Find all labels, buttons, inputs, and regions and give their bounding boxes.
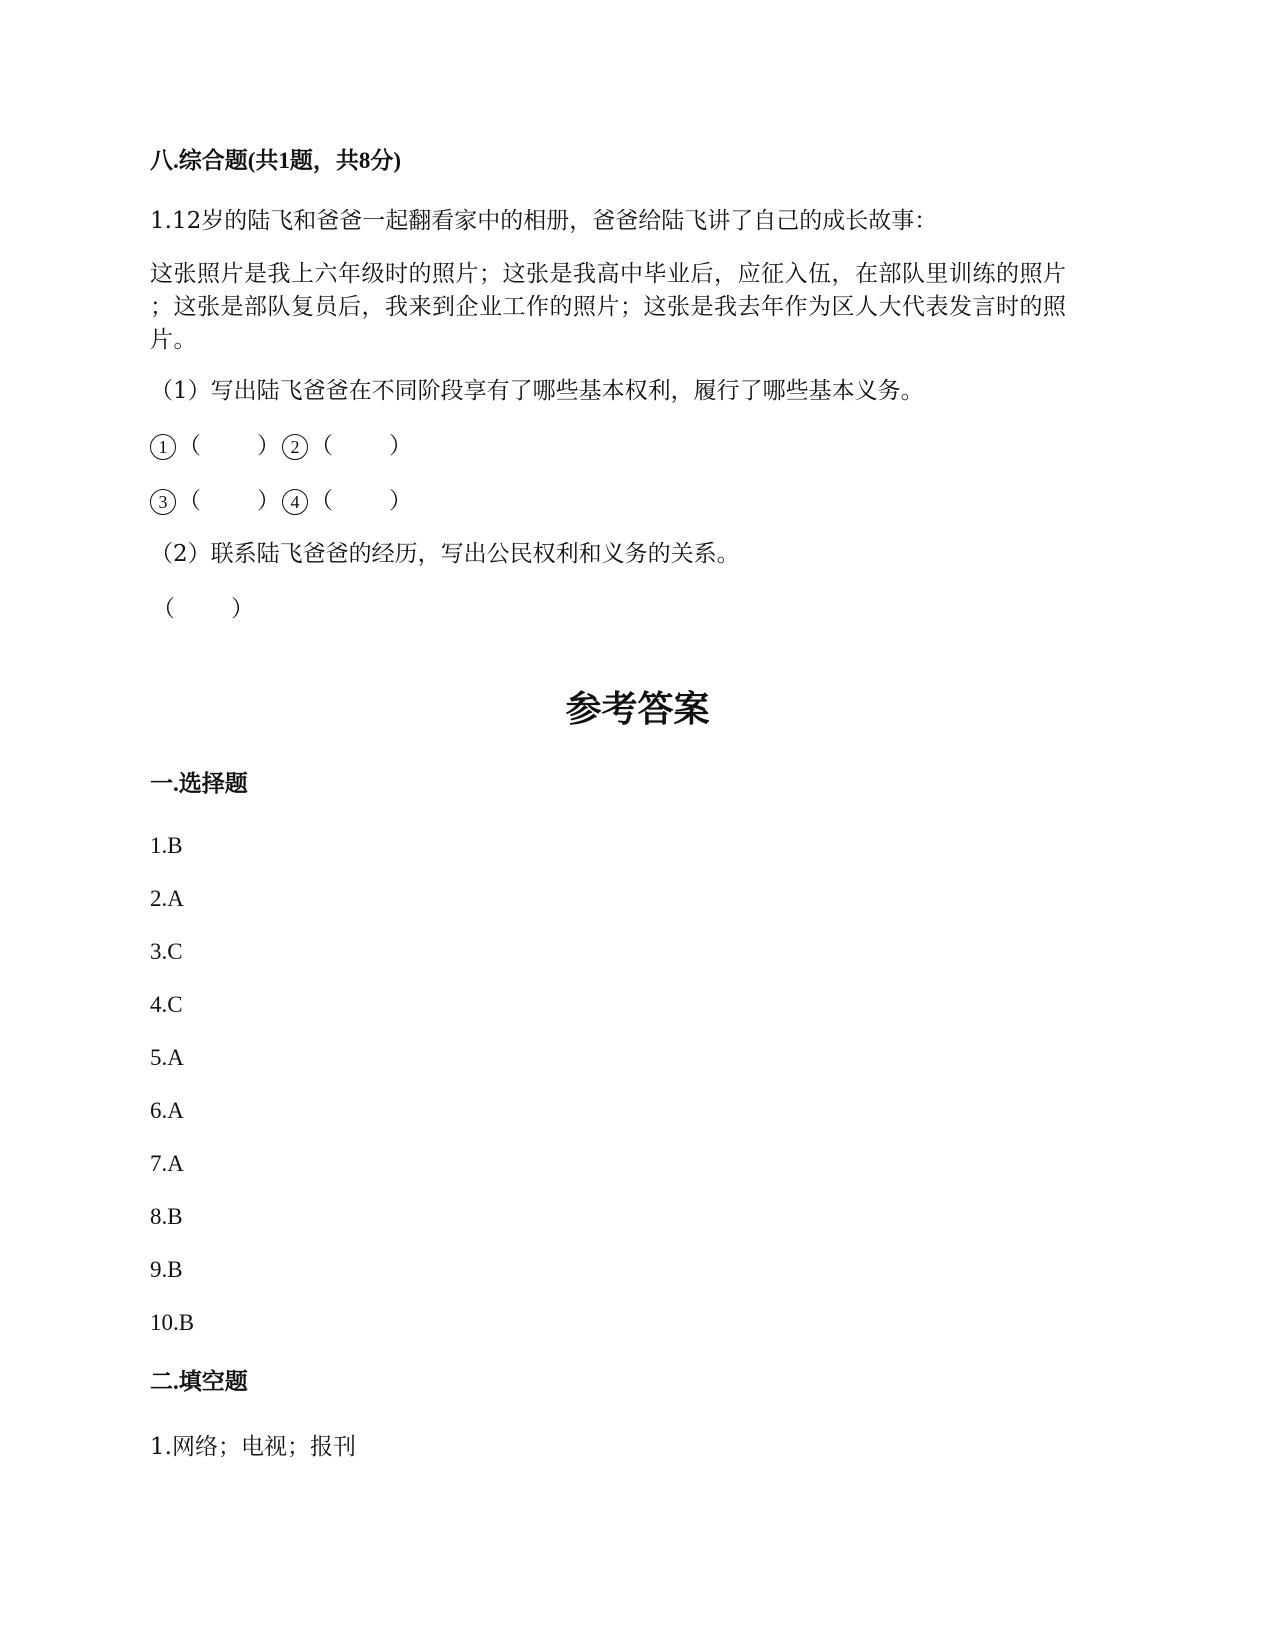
open-paren: （ [152, 596, 175, 622]
story-paragraph [150, 258, 1130, 357]
circled-number: 4 [282, 489, 308, 515]
close-paren: ） [389, 488, 412, 514]
close-paren: ） [257, 433, 280, 459]
answer-item: 7.A [150, 1151, 184, 1176]
answer-blank-row [150, 485, 414, 517]
answer-item: 3.C [150, 939, 183, 964]
close-paren: ） [257, 488, 280, 514]
answer-item: 1.网络；电视；报刊 [150, 1434, 356, 1460]
answer-blank [150, 593, 256, 625]
circled-number: 2 [282, 434, 308, 460]
open-paren: （ [178, 433, 201, 459]
answer-blank-row [150, 430, 414, 462]
open-paren: （ [178, 488, 201, 514]
answer-item: 5.A [150, 1045, 184, 1070]
story-line: 这张照片是我上六年级时的照片；这张是我高中毕业后，应征入伍，在部队里训练的照片 [150, 261, 1067, 287]
section-heading: 八.综合题(共1题，共8分) [150, 148, 402, 173]
answer-item: 2.A [150, 886, 184, 911]
answer-item: 1.B [150, 833, 183, 858]
close-paren: ） [231, 596, 254, 622]
story-line: ；这张是部队复员后，我来到企业工作的照片；这张是我去年作为区人大代表发言时的照 [150, 294, 1067, 320]
open-paren: （ [310, 433, 333, 459]
answers-title: 参考答案 [565, 689, 710, 730]
choice-heading: 一.选择题 [150, 771, 248, 796]
question-intro: 1.12岁的陆飞和爸爸一起翻看家中的相册，爸爸给陆飞讲了自己的成长故事： [150, 208, 938, 234]
circled-number: 1 [150, 434, 176, 460]
answer-item: 6.A [150, 1098, 184, 1123]
circled-number: 3 [150, 489, 176, 515]
fill-heading: 二.填空题 [150, 1369, 248, 1394]
answer-item: 10.B [150, 1310, 195, 1335]
answer-item: 8.B [150, 1204, 183, 1229]
open-paren: （ [310, 488, 333, 514]
story-line: 片。 [150, 327, 197, 353]
answer-item: 4.C [150, 992, 183, 1017]
sub-question-2: （2）联系陆飞爸爸的经历，写出公民权利和义务的关系。 [150, 541, 740, 567]
answer-item: 9.B [150, 1257, 183, 1282]
close-paren: ） [389, 433, 412, 459]
sub-question-1: （1）写出陆飞爸爸在不同阶段享有了哪些基本权利，履行了哪些基本义务。 [150, 378, 924, 404]
